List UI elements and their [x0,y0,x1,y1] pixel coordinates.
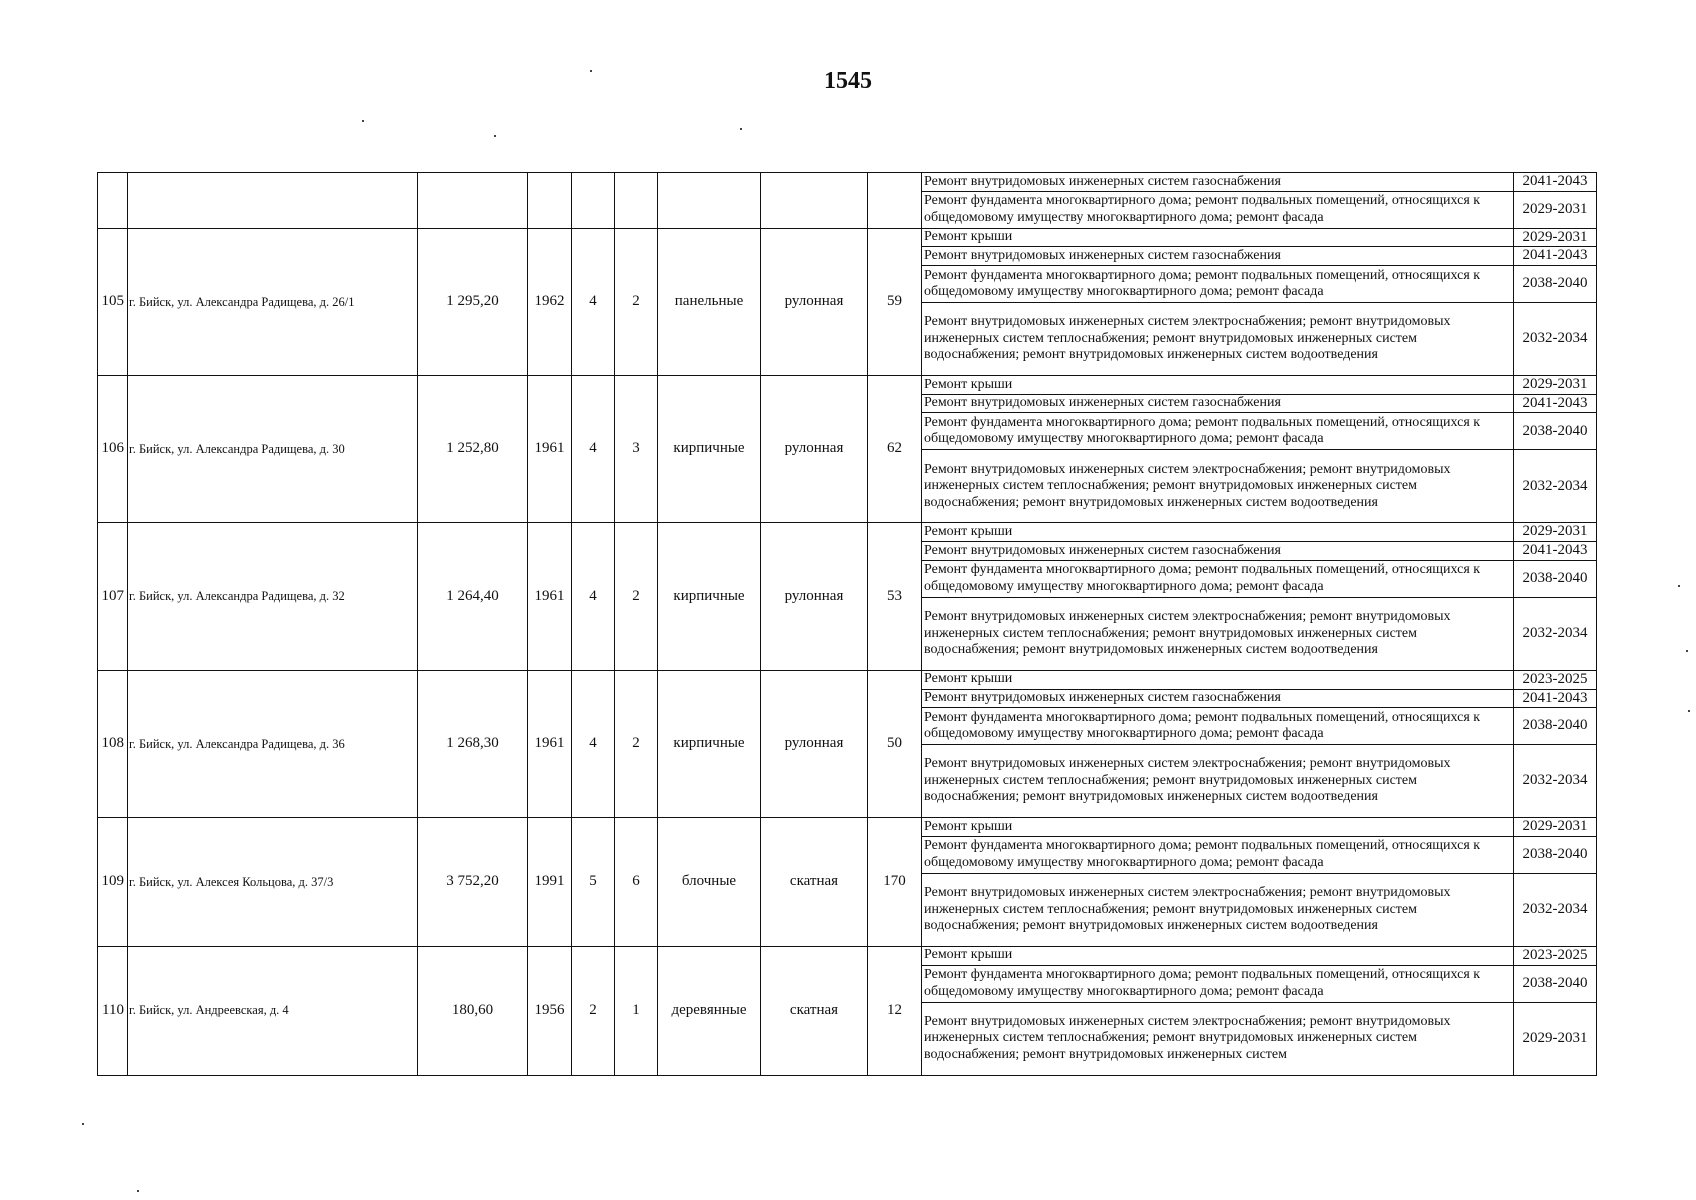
entrances-count: 2 [615,670,658,817]
entrances-count: 2 [615,228,658,375]
empty-cell [128,173,418,229]
work-period: 2029-2031 [1514,523,1597,542]
residents-count: 50 [868,670,922,817]
work-description: Ремонт крыши [922,228,1514,247]
work-description: Ремонт крыши [922,523,1514,542]
work-description: Ремонт внутридомовых инженерных систем газоснабжения [922,394,1514,413]
row-number: 107 [98,523,128,670]
table-body [98,173,1597,1076]
work-period: 2038-2040 [1514,836,1597,873]
scan-speck [590,70,592,72]
work-period: 2029-2031 [1514,376,1597,395]
work-description: Ремонт фундамента многоквартирного дома; ремонт подвальных помещений, относящихся к общедомовому имуществу многоквартирного дома; ремонт фасада [922,560,1514,597]
work-period: 2038-2040 [1514,965,1597,1002]
scan-speck [1686,650,1688,652]
work-period: 2029-2031 [1514,1002,1597,1075]
residents-count: 59 [868,228,922,375]
building-area: 1 264,40 [418,523,528,670]
work-description: Ремонт фундамента многоквартирного дома; ремонт подвальных помещений, относящихся к общедомовому имуществу многоквартирного дома; ремонт фасада [922,266,1514,303]
construction-year: 1961 [528,523,572,670]
work-description: Ремонт фундамента многоквартирного дома; ремонт подвальных помещений, относящихся к общедомовому имуществу многоквартирного дома; ремонт фасада [922,965,1514,1002]
empty-cell [528,173,572,229]
construction-year: 1991 [528,818,572,947]
work-description: Ремонт фундамента многоквартирного дома; ремонт подвальных помещений, относящихся к общедомовому имуществу многоквартирного дома; ремонт фасада [922,413,1514,450]
wall-material: деревянные [658,946,761,1075]
work-period: 2032-2034 [1514,597,1597,670]
work-description: Ремонт фундамента многоквартирного дома; ремонт подвальных помещений, относящихся к общедомовому имуществу многоквартирного дома; ремонт фасада [922,708,1514,745]
table-row [98,228,1597,247]
work-description: Ремонт внутридомовых инженерных систем электроснабжения; ремонт внутридомовых инженерных систем теплоснабжения; ремонт внутридомовых инженерных систем водоснабжения; ремонт внутридомовых инженерных систем водоотведения [922,745,1514,818]
work-description: Ремонт крыши [922,818,1514,837]
scan-speck [1688,710,1690,712]
row-number: 105 [98,228,128,375]
entrances-count: 2 [615,523,658,670]
construction-year: 1961 [528,376,572,523]
work-description: Ремонт внутридомовых инженерных систем газоснабжения [922,542,1514,561]
work-description: Ремонт крыши [922,946,1514,965]
building-area: 1 268,30 [418,670,528,817]
work-description: Ремонт фундамента многоквартирного дома; ремонт подвальных помещений, относящихся к общедомовому имуществу многоквартирного дома; ремонт фасада [922,836,1514,873]
residents-count: 12 [868,946,922,1075]
entrances-count: 3 [615,376,658,523]
scan-speck [137,1190,139,1192]
work-period: 2041-2043 [1514,542,1597,561]
construction-year: 1961 [528,670,572,817]
table-row [98,523,1597,542]
work-description: Ремонт внутридомовых инженерных систем электроснабжения; ремонт внутридомовых инженерных систем теплоснабжения; ремонт внутридомовых инженерных систем водоснабжения; ремонт внутридомовых инженерных систем водоотведения [922,450,1514,523]
empty-cell [658,173,761,229]
row-number: 108 [98,670,128,817]
floors-count: 4 [572,670,615,817]
work-period: 2032-2034 [1514,873,1597,946]
empty-cell [572,173,615,229]
capital-repair-table [97,172,1597,1076]
scan-speck [494,135,496,137]
scan-speck [1678,585,1680,587]
building-address: г. Бийск, ул. Александра Радищева, д. 36 [128,670,418,817]
work-description: Ремонт внутридомовых инженерных систем газоснабжения [922,689,1514,708]
table-row [98,173,1597,192]
row-number: 110 [98,946,128,1075]
work-period: 2032-2034 [1514,745,1597,818]
floors-count: 5 [572,818,615,947]
entrances-count: 1 [615,946,658,1075]
work-description: Ремонт внутридомовых инженерных систем электроснабжения; ремонт внутридомовых инженерных систем теплоснабжения; ремонт внутридомовых инженерных систем водоснабжения; ремонт внутридомовых инженерных систем водоотведения [922,303,1514,376]
roof-type: рулонная [761,228,868,375]
work-description: Ремонт крыши [922,670,1514,689]
empty-cell [98,173,128,229]
work-period: 2041-2043 [1514,247,1597,266]
construction-year: 1962 [528,228,572,375]
building-address: г. Бийск, ул. Александра Радищева, д. 30 [128,376,418,523]
building-area: 180,60 [418,946,528,1075]
floors-count: 4 [572,228,615,375]
roof-type: скатная [761,818,868,947]
work-description: Ремонт фундамента многоквартирного дома; ремонт подвальных помещений, относящихся к общедомовому имуществу многоквартирного дома; ремонт фасада [922,191,1514,228]
roof-type: рулонная [761,376,868,523]
residents-count: 53 [868,523,922,670]
work-period: 2023-2025 [1514,946,1597,965]
work-period: 2032-2034 [1514,450,1597,523]
table-row [98,818,1597,837]
wall-material: панельные [658,228,761,375]
roof-type: скатная [761,946,868,1075]
work-description: Ремонт внутридомовых инженерных систем электроснабжения; ремонт внутридомовых инженерных систем теплоснабжения; ремонт внутридомовых инженерных систем водоснабжения; ремонт внутридомовых инженерных систем [922,1002,1514,1075]
floors-count: 2 [572,946,615,1075]
row-number: 109 [98,818,128,947]
work-period: 2041-2043 [1514,394,1597,413]
work-period: 2029-2031 [1514,818,1597,837]
table-row [98,670,1597,689]
work-period: 2032-2034 [1514,303,1597,376]
scan-speck [362,120,364,122]
work-period: 2029-2031 [1514,228,1597,247]
empty-cell [418,173,528,229]
table-row [98,946,1597,965]
residents-count: 62 [868,376,922,523]
building-address: г. Бийск, ул. Андреевская, д. 4 [128,946,418,1075]
roof-type: рулонная [761,670,868,817]
work-period: 2041-2043 [1514,173,1597,192]
work-description: Ремонт внутридомовых инженерных систем электроснабжения; ремонт внутридомовых инженерных систем теплоснабжения; ремонт внутридомовых инженерных систем водоснабжения; ремонт внутридомовых инженерных систем водоотведения [922,873,1514,946]
work-period: 2038-2040 [1514,560,1597,597]
wall-material: кирпичные [658,376,761,523]
empty-cell [615,173,658,229]
work-description: Ремонт крыши [922,376,1514,395]
work-period: 2038-2040 [1514,266,1597,303]
building-address: г. Бийск, ул. Александра Радищева, д. 32 [128,523,418,670]
work-period: 2029-2031 [1514,191,1597,228]
empty-cell [761,173,868,229]
floors-count: 4 [572,376,615,523]
wall-material: кирпичные [658,523,761,670]
table-row [98,376,1597,395]
page-number: 1545 [824,68,872,94]
work-description: Ремонт внутридомовых инженерных систем газоснабжения [922,247,1514,266]
wall-material: блочные [658,818,761,947]
row-number: 106 [98,376,128,523]
work-description: Ремонт внутридомовых инженерных систем электроснабжения; ремонт внутридомовых инженерных систем теплоснабжения; ремонт внутридомовых инженерных систем водоснабжения; ремонт внутридомовых инженерных систем водоотведения [922,597,1514,670]
building-area: 3 752,20 [418,818,528,947]
entrances-count: 6 [615,818,658,947]
floors-count: 4 [572,523,615,670]
scan-speck [82,1123,84,1125]
residents-count: 170 [868,818,922,947]
construction-year: 1956 [528,946,572,1075]
work-description: Ремонт внутридомовых инженерных систем газоснабжения [922,173,1514,192]
work-period: 2041-2043 [1514,689,1597,708]
work-period: 2038-2040 [1514,413,1597,450]
building-address: г. Бийск, ул. Александра Радищева, д. 26/1 [128,228,418,375]
building-area: 1 295,20 [418,228,528,375]
building-address: г. Бийск, ул. Алексея Кольцова, д. 37/3 [128,818,418,947]
work-period: 2038-2040 [1514,708,1597,745]
wall-material: кирпичные [658,670,761,817]
scan-speck [740,128,742,130]
building-area: 1 252,80 [418,376,528,523]
empty-cell [868,173,922,229]
work-period: 2023-2025 [1514,670,1597,689]
roof-type: рулонная [761,523,868,670]
